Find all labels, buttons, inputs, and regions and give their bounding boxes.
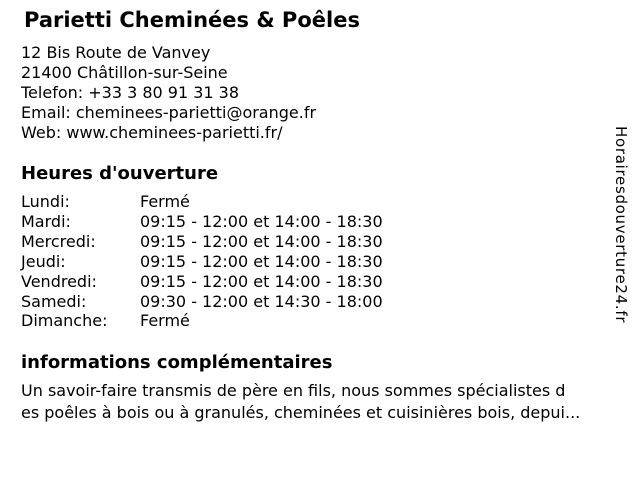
opening-hours-table (21, 192, 383, 331)
hours-row (21, 232, 383, 252)
hours-row (21, 192, 383, 212)
additional-info-heading: informations complémentaires (21, 352, 333, 373)
opening-hours-heading: Heures d'ouverture (21, 163, 219, 184)
hours-row (21, 272, 383, 292)
day-hours: 09:15 - 12:00 et 14:00 - 18:30 (140, 211, 383, 231)
info-text-line-1: Un savoir-faire transmis de père en fils, nous sommes spécialistes d (21, 381, 566, 400)
day-label: Vendredi: (21, 271, 97, 291)
contact-block (21, 43, 316, 143)
day-label: Jeudi: (21, 251, 66, 271)
day-hours: Fermé (140, 192, 190, 211)
web-line: Web: www.cheminees-parietti.fr/ (21, 123, 283, 142)
hours-row (21, 252, 383, 272)
phone-line: Telefon: +33 3 80 91 31 38 (21, 83, 240, 102)
hours-row (21, 311, 383, 331)
day-label: Dimanche: (21, 311, 108, 331)
day-hours: 09:15 - 12:00 et 14:00 - 18:30 (140, 231, 383, 251)
day-hours: Fermé (140, 311, 190, 331)
site-watermark-vertical: Horairesdouverture24.fr (612, 126, 630, 324)
day-hours: 09:30 - 12:00 et 14:30 - 18:00 (140, 291, 383, 311)
day-hours: 09:15 - 12:00 et 14:00 - 18:30 (140, 251, 383, 271)
business-name-title: Parietti Cheminées & Poêles (24, 8, 360, 32)
day-label: Mardi: (21, 211, 71, 231)
address-line-2: 21400 Châtillon-sur-Seine (21, 63, 228, 82)
hours-row (21, 212, 383, 232)
day-label: Lundi: (21, 192, 70, 211)
day-hours: 09:15 - 12:00 et 14:00 - 18:30 (140, 271, 383, 291)
day-label: Samedi: (21, 291, 87, 311)
hours-row (21, 292, 383, 312)
additional-info-text (21, 380, 580, 425)
day-label: Mercredi: (21, 231, 96, 251)
email-line: Email: cheminees-parietti@orange.fr (21, 103, 317, 122)
address-line-1: 12 Bis Route de Vanvey (21, 43, 211, 62)
info-text-line-2: es poêles à bois ou à granulés, cheminées et cuisinières bois, depui... (21, 403, 581, 423)
